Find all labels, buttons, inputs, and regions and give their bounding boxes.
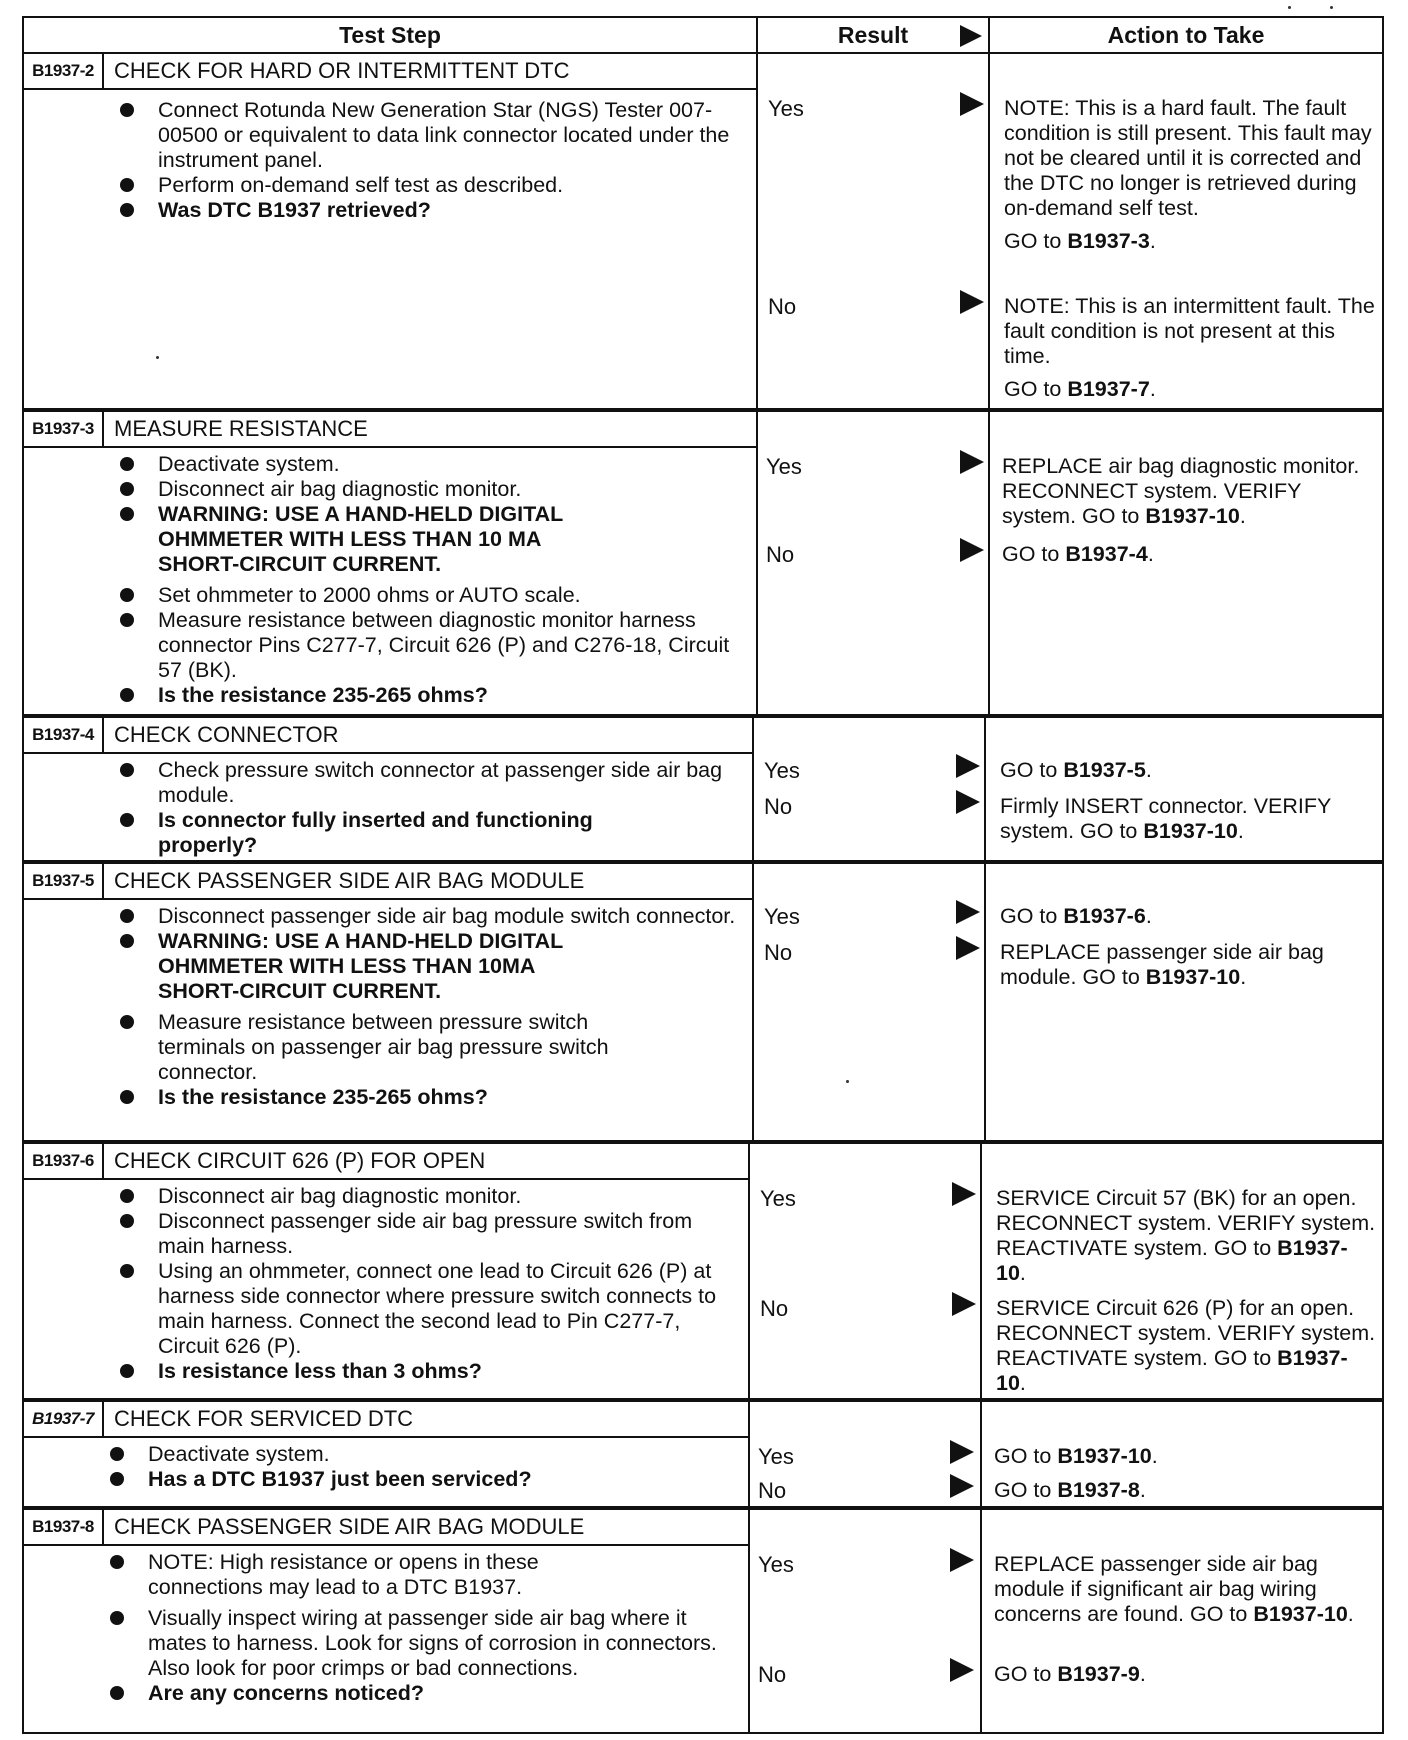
result-no: No bbox=[758, 1662, 787, 1687]
goto-target: B1937-3 bbox=[1067, 229, 1150, 253]
bullet-icon bbox=[120, 813, 134, 827]
action-text bbox=[1000, 904, 1380, 929]
action-no bbox=[1000, 794, 1380, 844]
step-question bbox=[120, 198, 740, 223]
scan-speck bbox=[846, 1080, 849, 1083]
bullet-icon bbox=[110, 1472, 124, 1486]
bullet-icon bbox=[120, 103, 134, 117]
column-divider bbox=[748, 1144, 750, 1398]
action-text bbox=[994, 1552, 1374, 1627]
action-text bbox=[1000, 794, 1380, 844]
step-title: CHECK PASSENGER SIDE AIR BAG MODULE bbox=[114, 1514, 585, 1539]
arrow-right-icon bbox=[956, 900, 980, 924]
action-yes bbox=[1000, 758, 1380, 783]
bullet-icon bbox=[120, 688, 134, 702]
goto-suffix: . bbox=[1347, 1602, 1354, 1626]
goto-target: B1937-10 bbox=[996, 1346, 1348, 1395]
goto-suffix: . bbox=[1139, 1478, 1146, 1502]
bullet-icon bbox=[120, 1264, 134, 1278]
action-no bbox=[1004, 294, 1380, 402]
result-yes: Yes bbox=[764, 758, 800, 783]
step-code: B1937-2 bbox=[24, 54, 104, 88]
section-b1937-4 bbox=[22, 716, 1384, 862]
step-text: Is the resistance 235-265 ohms? bbox=[158, 683, 488, 707]
arrow-right-icon bbox=[960, 450, 984, 474]
step-title: MEASURE RESISTANCE bbox=[114, 416, 368, 441]
step-text: Measure resistance between diagnostic monitor harness connector Pins C277-7, Circuit 626 (P) and C276-18, Circuit 57 (BK). bbox=[158, 608, 730, 682]
scan-speck bbox=[1330, 6, 1333, 9]
step-item bbox=[120, 758, 740, 808]
column-divider bbox=[984, 864, 986, 1140]
goto-target: B1937-10 bbox=[996, 1236, 1348, 1285]
step-text: Is resistance less than 3 ohms? bbox=[158, 1359, 482, 1383]
column-divider bbox=[980, 1144, 982, 1398]
step-warning bbox=[120, 929, 740, 1004]
section-title-row bbox=[24, 1144, 750, 1180]
action-body: GO to bbox=[994, 1662, 1058, 1686]
section-title-row bbox=[24, 1402, 750, 1438]
step-title: CHECK FOR HARD OR INTERMITTENT DTC bbox=[114, 58, 570, 83]
column-divider bbox=[756, 54, 758, 408]
goto-suffix: . bbox=[1139, 1662, 1146, 1686]
bullet-icon bbox=[120, 1015, 134, 1029]
result-no: No bbox=[766, 542, 795, 567]
goto-target: B1937-10 bbox=[1143, 819, 1238, 843]
bullet-icon bbox=[120, 588, 134, 602]
section-title-row bbox=[24, 54, 758, 90]
result-no: No bbox=[760, 1296, 789, 1321]
action-text bbox=[1002, 454, 1380, 529]
goto-suffix: . bbox=[1145, 904, 1152, 928]
step-text: Set ohmmeter to 2000 ohms or AUTO scale. bbox=[158, 583, 581, 607]
result-yes: Yes bbox=[758, 1444, 794, 1469]
action-body: REPLACE air bag diagnostic monitor. RECONNECT system. VERIFY system. GO to bbox=[1002, 454, 1360, 528]
goto-target: B1937-10 bbox=[1057, 1444, 1152, 1468]
step-list bbox=[120, 758, 740, 858]
goto-target: B1937-8 bbox=[1057, 1478, 1140, 1502]
step-item bbox=[120, 1010, 740, 1085]
result-no: No bbox=[768, 294, 797, 319]
arrow-right-icon bbox=[952, 1182, 976, 1206]
column-divider bbox=[752, 718, 754, 860]
step-text: Connect Rotunda New Generation Star (NGS) Tester 007-00500 or equivalent to data link connector located under the instrument panel. bbox=[158, 98, 730, 172]
scan-speck bbox=[156, 356, 159, 359]
result-yes: Yes bbox=[760, 1186, 796, 1211]
bullet-icon bbox=[120, 1364, 134, 1378]
step-list bbox=[120, 98, 740, 223]
goto-target: B1937-4 bbox=[1065, 542, 1148, 566]
step-text: WARNING: USE A HAND-HELD DIGITAL OHMMETER WITH LESS THAN 10MA SHORT-CIRCUIT CURRENT. bbox=[158, 929, 563, 1003]
section-b1937-8 bbox=[22, 1508, 1384, 1734]
header-result bbox=[756, 16, 990, 54]
step-code: B1937-3 bbox=[24, 412, 104, 446]
result-yes: Yes bbox=[764, 904, 800, 929]
section-title-row bbox=[24, 864, 754, 900]
step-text: Visually inspect wiring at passenger side air bag where it mates to harness. Look for signs of corrosion in connectors. Also look for poor crimps or bad connections. bbox=[148, 1606, 717, 1680]
bullet-icon bbox=[110, 1555, 124, 1569]
goto-suffix: . bbox=[1237, 819, 1244, 843]
action-note: NOTE: This is a hard fault. The fault condition is still present. This fault may not be cleared until it is corrected and the DTC no longer is retrieved during on-demand self test. bbox=[1004, 96, 1372, 220]
bullet-icon bbox=[120, 1090, 134, 1104]
column-divider bbox=[988, 412, 990, 714]
action-body: REPLACE passenger side air bag module if significant air bag wiring concerns are found. GO to bbox=[994, 1552, 1318, 1626]
step-text: Disconnect passenger side air bag module switch connector. bbox=[158, 904, 736, 928]
step-item bbox=[110, 1442, 730, 1467]
step-list bbox=[120, 452, 740, 708]
step-title: CHECK FOR SERVICED DTC bbox=[114, 1406, 414, 1431]
column-divider bbox=[980, 1402, 982, 1506]
goto-suffix: . bbox=[1240, 965, 1247, 989]
section-b1937-7 bbox=[22, 1400, 1384, 1508]
step-text: Disconnect air bag diagnostic monitor. bbox=[158, 477, 522, 501]
step-title: CHECK CONNECTOR bbox=[114, 722, 339, 747]
step-text: WARNING: USE A HAND-HELD DIGITAL OHMMETER WITH LESS THAN 10 MA SHORT-CIRCUIT CURRENT. bbox=[158, 502, 563, 576]
step-code: B1937-6 bbox=[24, 1144, 104, 1178]
arrow-right-icon bbox=[960, 538, 984, 562]
step-item bbox=[110, 1550, 730, 1600]
goto-prefix: GO to bbox=[1004, 229, 1068, 253]
step-question bbox=[120, 1359, 740, 1384]
bullet-icon bbox=[120, 482, 134, 496]
arrow-right-icon bbox=[950, 1474, 974, 1498]
action-note: NOTE: This is an intermittent fault. The fault condition is not present at this time. bbox=[1004, 294, 1375, 368]
bullet-icon bbox=[120, 934, 134, 948]
arrow-right-icon bbox=[956, 936, 980, 960]
step-item bbox=[120, 1209, 740, 1259]
result-yes: Yes bbox=[766, 454, 802, 479]
arrow-right-icon bbox=[950, 1658, 974, 1682]
step-text: Disconnect air bag diagnostic monitor. bbox=[158, 1184, 522, 1208]
goto-prefix: GO to bbox=[1004, 377, 1068, 401]
arrow-right-icon bbox=[950, 1548, 974, 1572]
action-body: GO to bbox=[994, 1478, 1058, 1502]
step-question bbox=[110, 1681, 730, 1706]
step-item bbox=[120, 477, 740, 502]
bullet-icon bbox=[110, 1686, 124, 1700]
action-no bbox=[994, 1478, 1374, 1503]
bullet-icon bbox=[120, 763, 134, 777]
arrow-right-icon bbox=[952, 1292, 976, 1316]
header-action-label: Action to Take bbox=[1107, 21, 1265, 48]
header-test-step-label: Test Step bbox=[339, 21, 441, 48]
step-text: Is the resistance 235-265 ohms? bbox=[158, 1085, 488, 1109]
action-body: SERVICE Circuit 626 (P) for an open. RECONNECT system. VERIFY system. REACTIVATE system. GO to bbox=[996, 1296, 1376, 1370]
bullet-icon bbox=[110, 1611, 124, 1625]
step-title: CHECK CIRCUIT 626 (P) FOR OPEN bbox=[114, 1148, 486, 1173]
result-yes: Yes bbox=[758, 1552, 794, 1577]
step-question bbox=[120, 1085, 740, 1110]
arrow-right-icon bbox=[950, 1440, 974, 1464]
step-title: CHECK PASSENGER SIDE AIR BAG MODULE bbox=[114, 868, 585, 893]
result-no: No bbox=[764, 940, 793, 965]
action-yes bbox=[994, 1444, 1374, 1469]
action-yes bbox=[1004, 96, 1380, 254]
action-yes bbox=[1000, 904, 1380, 929]
column-divider bbox=[748, 1402, 750, 1506]
step-code: B1937-7 bbox=[24, 1402, 104, 1436]
action-text bbox=[996, 1186, 1376, 1286]
goto-suffix: . bbox=[1239, 504, 1246, 528]
action-text bbox=[994, 1478, 1374, 1503]
step-list bbox=[110, 1550, 730, 1706]
bullet-icon bbox=[120, 507, 134, 521]
step-question bbox=[110, 1467, 730, 1492]
action-yes bbox=[994, 1552, 1374, 1627]
goto-target: B1937-10 bbox=[1145, 504, 1240, 528]
step-item bbox=[120, 583, 740, 608]
bullet-icon bbox=[120, 1189, 134, 1203]
goto-target: B1937-10 bbox=[1145, 965, 1241, 989]
action-text bbox=[996, 1296, 1376, 1396]
action-body: GO to bbox=[1000, 758, 1064, 782]
action-text bbox=[994, 1444, 1374, 1469]
action-body: SERVICE Circuit 57 (BK) for an open. RECONNECT system. VERIFY system. REACTIVATE system. GO to bbox=[996, 1186, 1376, 1260]
section-b1937-2 bbox=[22, 54, 1384, 410]
step-item bbox=[120, 1259, 740, 1359]
bullet-icon bbox=[110, 1447, 124, 1461]
column-divider bbox=[752, 864, 754, 1140]
step-text: Disconnect passenger side air bag pressure switch from main harness. bbox=[158, 1209, 693, 1258]
step-text: Deactivate system. bbox=[148, 1442, 330, 1466]
goto-target: B1937-6 bbox=[1063, 904, 1146, 928]
bullet-icon bbox=[120, 457, 134, 471]
section-title-row bbox=[24, 1510, 750, 1546]
arrow-right-icon bbox=[960, 290, 984, 314]
arrow-right-icon bbox=[956, 790, 980, 814]
step-item bbox=[120, 608, 740, 683]
section-title-row bbox=[24, 718, 754, 754]
step-text: Perform on-demand self test as described. bbox=[158, 173, 564, 197]
step-text: Was DTC B1937 retrieved? bbox=[158, 198, 431, 222]
action-text bbox=[994, 1662, 1374, 1687]
action-body: GO to bbox=[1000, 904, 1064, 928]
section-title-row bbox=[24, 412, 758, 448]
step-code: B1937-8 bbox=[24, 1510, 104, 1544]
step-text: Is connector fully inserted and functioning properly? bbox=[158, 808, 593, 857]
step-item bbox=[110, 1606, 730, 1681]
scan-speck bbox=[1288, 6, 1291, 9]
step-text: Has a DTC B1937 just been serviced? bbox=[148, 1467, 532, 1491]
step-list bbox=[120, 1184, 740, 1384]
step-list bbox=[110, 1442, 730, 1492]
action-body: GO to bbox=[1002, 542, 1066, 566]
action-body: GO to bbox=[994, 1444, 1058, 1468]
step-question bbox=[120, 683, 740, 708]
step-warning bbox=[120, 502, 740, 577]
action-goto bbox=[1004, 377, 1380, 402]
result-yes: Yes bbox=[768, 96, 804, 121]
column-divider bbox=[748, 1510, 750, 1732]
step-text: Are any concerns noticed? bbox=[148, 1681, 424, 1705]
goto-suffix: . bbox=[1019, 1371, 1026, 1395]
action-text bbox=[1000, 940, 1380, 990]
arrow-right-icon bbox=[960, 92, 984, 116]
goto-target: B1937-7 bbox=[1067, 377, 1150, 401]
arrow-right-icon bbox=[956, 754, 980, 778]
header-result-label: Result bbox=[837, 21, 909, 48]
goto-target: B1937-9 bbox=[1057, 1662, 1140, 1686]
step-item bbox=[120, 1184, 740, 1209]
section-b1937-3 bbox=[22, 410, 1384, 716]
action-body: REPLACE passenger side air bag module. GO to bbox=[1000, 940, 1324, 989]
section-b1937-6 bbox=[22, 1142, 1384, 1400]
step-item bbox=[120, 173, 740, 198]
goto-suffix: . bbox=[1149, 377, 1156, 401]
result-no: No bbox=[758, 1478, 787, 1503]
result-no: No bbox=[764, 794, 793, 819]
action-no bbox=[1000, 940, 1380, 990]
action-text bbox=[1000, 758, 1380, 783]
step-text: NOTE: High resistance or opens in these connections may lead to a DTC B1937. bbox=[148, 1550, 539, 1599]
step-item bbox=[120, 452, 740, 477]
step-text: Check pressure switch connector at passenger side air bag module. bbox=[158, 758, 723, 807]
step-text: Deactivate system. bbox=[158, 452, 340, 476]
bullet-icon bbox=[120, 203, 134, 217]
bullet-icon bbox=[120, 909, 134, 923]
column-divider bbox=[984, 718, 986, 860]
step-question bbox=[120, 808, 740, 858]
action-yes bbox=[996, 1186, 1376, 1286]
goto-suffix: . bbox=[1145, 758, 1152, 782]
step-text: Measure resistance between pressure switch terminals on passenger air bag pressure switch connector. bbox=[158, 1010, 609, 1084]
action-no bbox=[996, 1296, 1376, 1396]
section-b1937-5 bbox=[22, 862, 1384, 1142]
goto-suffix: . bbox=[1147, 542, 1154, 566]
goto-target: B1937-5 bbox=[1063, 758, 1146, 782]
step-code: B1937-4 bbox=[24, 718, 104, 752]
action-no bbox=[1002, 542, 1380, 567]
step-list bbox=[120, 904, 740, 1110]
step-text: Using an ohmmeter, connect one lead to Circuit 626 (P) at harness side connector where pressure switch connects to main harness. Connect the second lead to Pin C277-7, Circuit 626 (P). bbox=[158, 1259, 717, 1358]
goto-suffix: . bbox=[1149, 229, 1156, 253]
action-body: Firmly INSERT connector. VERIFY system. GO to bbox=[1000, 794, 1331, 843]
bullet-icon bbox=[120, 178, 134, 192]
column-divider bbox=[988, 54, 990, 408]
step-item bbox=[120, 98, 740, 173]
action-goto bbox=[1004, 229, 1380, 254]
bullet-icon bbox=[120, 1214, 134, 1228]
goto-suffix: . bbox=[1151, 1444, 1158, 1468]
header-arrow-icon bbox=[960, 25, 982, 47]
column-divider bbox=[756, 412, 758, 714]
goto-suffix: . bbox=[1019, 1261, 1026, 1285]
action-yes bbox=[1002, 454, 1380, 529]
header-action bbox=[988, 16, 1384, 54]
step-code: B1937-5 bbox=[24, 864, 104, 898]
goto-target: B1937-10 bbox=[1253, 1602, 1348, 1626]
action-no bbox=[994, 1662, 1374, 1687]
column-divider bbox=[980, 1510, 982, 1732]
action-text bbox=[1002, 542, 1380, 567]
header-test-step bbox=[22, 16, 758, 54]
step-item bbox=[120, 904, 740, 929]
bullet-icon bbox=[120, 613, 134, 627]
